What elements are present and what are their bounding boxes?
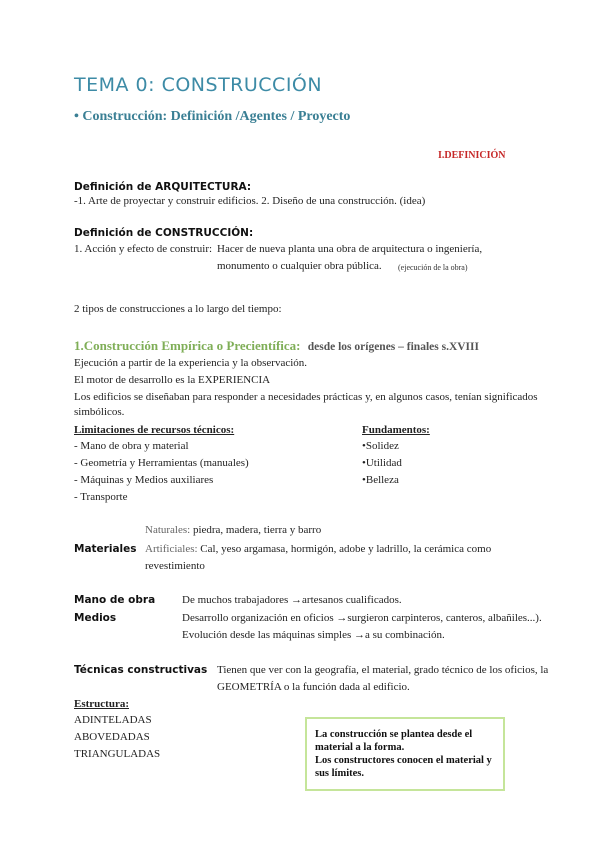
fundamentos-heading: Fundamentos: (362, 424, 430, 436)
empirica-line-4: simbólicos. (74, 406, 125, 418)
fundamentos-item: •Solidez (362, 440, 399, 452)
section-tag: I.DEFINICIÓN (438, 150, 506, 161)
def-construccion-note: (ejecución de la obra) (398, 263, 468, 272)
subtitle: • Construcción: Definición /Agentes / Proyecto (74, 109, 351, 124)
artificiales-label: Artificiales: (145, 543, 198, 555)
estructura-item: TRIANGULADAS (74, 748, 161, 760)
empirica-heading (74, 338, 479, 354)
limitaciones-item: - Máquinas y Medios auxiliares (74, 474, 214, 486)
naturales-text: piedra, madera, tierra y barro (190, 524, 322, 536)
artificiales-text: Cal, yeso argamasa, hormigón, adobe y ladrillo, la cerámica como (197, 543, 492, 555)
page-title: TEMA 0: CONSTRUCCIÓN (74, 74, 323, 96)
materiales-label: Materiales (74, 543, 137, 555)
tecnicas-line1: Tienen que ver con la geografía, el material, grado técnico de los oficios, la (217, 664, 549, 676)
empirica-line-2: El motor de desarrollo es la EXPERIENCIA (74, 374, 271, 386)
def-arquitectura-text: -1. Arte de proyectar y construir edificios. 2. Diseño de una construcción. (idea) (74, 195, 426, 207)
estructura-heading: Estructura: (74, 698, 129, 710)
mano-obra-label: Mano de obra (74, 594, 156, 606)
materiales-naturales (145, 524, 321, 536)
callout-line: sus límites. (315, 768, 365, 779)
callout-line: Los constructores conocen el material y (315, 755, 492, 766)
callout-box (305, 717, 505, 791)
empirica-line-3: Los edificios se diseñaban para responder a necesidades prácticas y, en algunos casos, tenían significados (74, 391, 538, 403)
tecnicas-label: Técnicas constructivas (74, 664, 208, 676)
limitaciones-heading: Limitaciones de recursos técnicos: (74, 424, 235, 436)
materiales-artificiales (145, 543, 491, 555)
fundamentos-item: •Belleza (362, 474, 399, 486)
medios-line2: Evolución desde las máquinas simples →a su combinación. (182, 629, 445, 641)
limitaciones-item: - Transporte (74, 491, 128, 503)
intro-text: 2 tipos de construcciones a lo largo del tiempo: (74, 303, 282, 315)
medios-label: Medios (74, 612, 117, 624)
estructura-item: ABOVEDADAS (74, 731, 150, 743)
mano-obra-text: De muchos trabajadores →artesanos cualificados. (182, 594, 402, 606)
def-construccion-label: 1. Acción y efecto de construir: (74, 243, 213, 255)
callout-line: La construcción se plantea desde el (315, 729, 473, 740)
limitaciones-item: - Mano de obra y material (74, 440, 189, 452)
fundamentos-item: •Utilidad (362, 457, 402, 469)
empirica-line-1: Ejecución a partir de la experiencia y la observación. (74, 357, 308, 369)
limitaciones-item: - Geometría y Herramientas (manuales) (74, 457, 249, 469)
def-arquitectura-heading: Definición de ARQUITECTURA: (74, 181, 252, 193)
artificiales-cont: revestimiento (145, 560, 205, 572)
naturales-label: Naturales: (145, 524, 191, 536)
estructura-item: ADINTELADAS (74, 714, 152, 726)
medios-line1: Desarrollo organización en oficios →surgieron carpinteros, canteros, albañiles...). (182, 612, 542, 624)
def-construccion-line1: Hacer de nueva planta una obra de arquitectura o ingeniería, (217, 243, 483, 255)
callout-line: material a la forma. (315, 742, 405, 753)
empirica-heading-title: 1.Construcción Empírica o Precientífica: (74, 338, 301, 353)
def-construccion-line2: monumento o cualquier obra pública. (217, 260, 382, 272)
def-construccion-heading: Definición de CONSTRUCCIÓN: (74, 227, 254, 239)
empirica-period: desde los orígenes – finales s.XVIII (307, 341, 479, 353)
tecnicas-line2: GEOMETRÍA o la función dada al edificio. (217, 681, 410, 693)
